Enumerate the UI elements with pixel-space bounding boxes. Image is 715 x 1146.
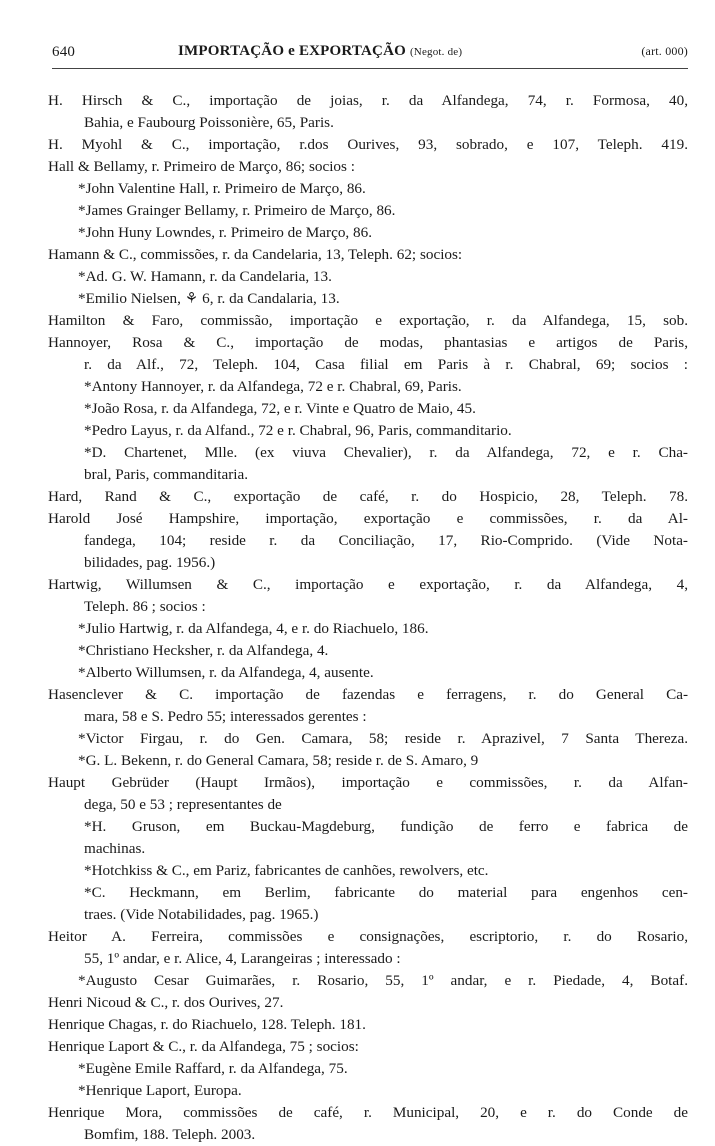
entry-line: *John Valentine Hall, r. Primeiro de Março, 86. [78,180,366,197]
entry-line: *Christiano Hecksher, r. da Alfandega, 4. [78,642,329,659]
entry-line: bilidades, pag. 1956.) [84,554,216,571]
entry-line: Hannoyer, Rosa & C., importação de modas, phantasias e artigos de Paris, [48,334,688,351]
entry-line: Harold José Hampshire, importação, exportação e commissões, r. da Al- [48,510,688,527]
page-title [178,43,462,60]
entry-line: *Augusto Cesar Guimarães, r. Rosario, 55, 1º andar, e r. Piedade, 4, Botaf. [78,972,688,989]
entry-line: Hartwig, Willumsen & C., importação e exportação, r. da Alfandega, 4, [48,576,688,593]
entry-line: *Hotchkiss & C., em Pariz, fabricantes de canhões, rewolvers, etc. [84,862,489,879]
article-ref: (art. 000) [641,44,688,58]
entry-line: mara, 58 e S. Pedro 55; interessados gerentes : [84,708,367,725]
entry-line: fandega, 104; reside r. da Conciliação, 17, Rio-Comprido. (Vide Nota- [84,532,688,549]
entry-line: *Victor Firgau, r. do Gen. Camara, 58; reside r. Aprazivel, 7 Santa Thereza. [78,730,688,747]
header-rule [52,68,688,69]
entry-line: Henrique Chagas, r. do Riachuelo, 128. Teleph. 181. [48,1016,366,1033]
title-subtitle: (Negot. de) [409,46,463,58]
entry-line: *Alberto Willumsen, r. da Alfandega, 4, ausente. [78,664,374,681]
page-header [52,42,688,66]
entry-line: *G. L. Bekenn, r. do General Camara, 58; reside r. de S. Amaro, 9 [78,752,479,769]
entry-line: *Henrique Laport, Europa. [78,1082,242,1099]
page-number: 640 [52,44,76,60]
entry-line: *James Grainger Bellamy, r. Primeiro de Março, 86. [78,202,396,219]
entry-line: Bahia, e Faubourg Poissonière, 65, Paris. [84,114,334,131]
entry-line: H. Myohl & C., importação, r.dos Ourives, 93, sobrado, e 107, Teleph. 419. [48,136,688,153]
entry-line: machinas. [84,840,146,857]
entry-line: *João Rosa, r. da Alfandega, 72, e r. Vinte e Quatro de Maio, 45. [84,400,476,417]
entry-line: Hamann & C., commissões, r. da Candelaria, 13, Teleph. 62; socios: [48,246,463,263]
entry-line: H. Hirsch & C., importação de joias, r. da Alfandega, 74, r. Formosa, 40, [48,92,688,109]
entry-line: *C. Heckmann, em Berlim, fabricante do material para engenhos cen- [84,884,688,901]
entry-line: *Emilio Nielsen, ⚘ 6, r. da Candalaria, 13. [78,290,340,307]
directory-entries [48,90,688,1146]
entry-line: Heitor A. Ferreira, commissões e consignações, escriptorio, r. do Rosario, [48,928,688,945]
entry-line: Hard, Rand & C., exportação de café, r. do Hospicio, 28, Teleph. 78. [48,488,688,505]
entry-line: *Antony Hannoyer, r. da Alfandega, 72 e r. Chabral, 69, Paris. [84,378,462,395]
entry-line: Bomfim, 188. Teleph. 2003. [84,1126,256,1143]
entry-line: dega, 50 e 53 ; representantes de [84,796,282,813]
entry-line: *D. Chartenet, Mlle. (ex viuva Chevalier), r. da Alfandega, 72, e r. Cha- [84,444,688,461]
entry-line: Hasenclever & C. importação de fazendas e ferragens, r. do General Ca- [48,686,688,703]
entry-line: bral, Paris, commanditaria. [84,466,249,483]
title-text: IMPORTAÇÃO e EXPORTAÇÃO [178,43,406,59]
entry-line: traes. (Vide Notabilidades, pag. 1965.) [84,906,319,923]
entry-line: Hall & Bellamy, r. Primeiro de Março, 86; socios : [48,158,355,175]
entry-line: *Eugène Emile Raffard, r. da Alfandega, 75. [78,1060,348,1077]
entry-line: Henrique Laport & C., r. da Alfandega, 75 ; socios: [48,1038,359,1055]
entry-line: *Ad. G. W. Hamann, r. da Candelaria, 13. [78,268,332,285]
entry-line: Henrique Mora, commissões de café, r. Municipal, 20, e r. do Conde de [48,1104,688,1121]
entry-line: Haupt Gebrüder (Haupt Irmãos), importação e commissões, r. da Alfan- [48,774,688,791]
entry-line: 55, 1º andar, e r. Alice, 4, Larangeiras ; interessado : [84,950,401,967]
entry-line: *Pedro Layus, r. da Alfand., 72 e r. Chabral, 96, Paris, commanditario. [84,422,512,439]
entry-line: *Julio Hartwig, r. da Alfandega, 4, e r. do Riachuelo, 186. [78,620,429,637]
entry-line: *H. Gruson, em Buckau-Magdeburg, fundição de ferro e fabrica de [84,818,688,835]
entry-line: Hamilton & Faro, commissão, importação e exportação, r. da Alfandega, 15, sob. [48,312,688,329]
entry-line: r. da Alf., 72, Teleph. 104, Casa filial em Paris à r. Chabral, 69; socios : [84,356,688,373]
entry-line: Henri Nicoud & C., r. dos Ourives, 27. [48,994,284,1011]
entry-line: Teleph. 86 ; socios : [84,598,206,615]
entry-line: *John Huny Lowndes, r. Primeiro de Março, 86. [78,224,373,241]
